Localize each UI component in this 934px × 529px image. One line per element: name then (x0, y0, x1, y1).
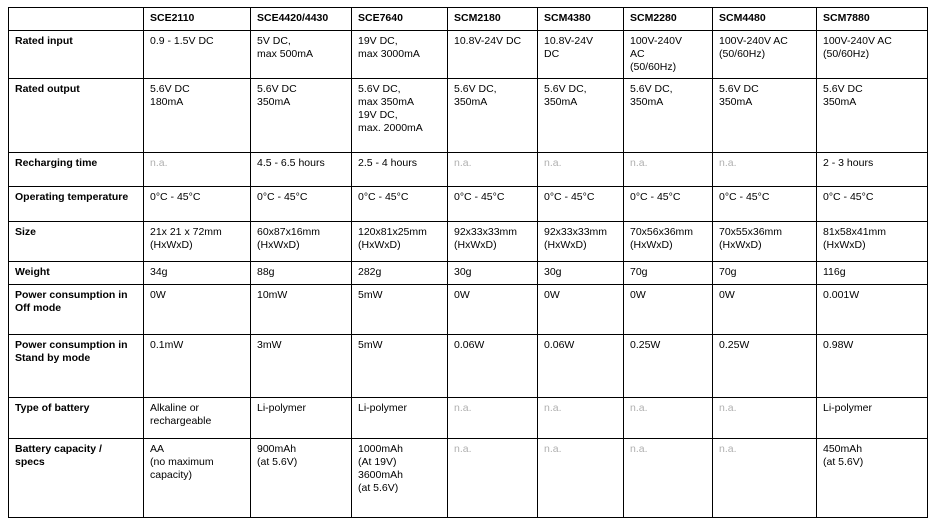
row-label: Power consumption in Stand by mode (9, 335, 144, 398)
table-cell: 5.6V DC 180mA (144, 79, 251, 153)
table-cell: 282g (352, 262, 448, 285)
table-body (9, 31, 928, 518)
table-cell: AA (no maximum capacity) (144, 439, 251, 518)
table-cell: Alkaline or rechargeable (144, 398, 251, 439)
table-cell: 70g (713, 262, 817, 285)
table-cell: 5.6V DC, 350mA (538, 79, 624, 153)
table-cell: 60x87x16mm (HxWxD) (251, 222, 352, 262)
table-cell: n.a. (538, 398, 624, 439)
table-cell: 0°C - 45°C (817, 187, 928, 222)
table-cell: n.a. (538, 439, 624, 518)
table-cell: 88g (251, 262, 352, 285)
row-label: Weight (9, 262, 144, 285)
table-cell: 0.06W (538, 335, 624, 398)
table-cell: 100V-240V AC (50/60Hz) (624, 31, 713, 79)
table-cell: 900mAh (at 5.6V) (251, 439, 352, 518)
specifications-table (8, 7, 928, 518)
header-cell-scm2280: SCM2280 (624, 8, 713, 31)
table-row-size (9, 222, 928, 262)
table-cell: 0°C - 45°C (144, 187, 251, 222)
table-row-recharging-time (9, 153, 928, 187)
table-cell: 21x 21 x 72mm (HxWxD) (144, 222, 251, 262)
table-cell: 30g (538, 262, 624, 285)
table-cell: 0°C - 45°C (624, 187, 713, 222)
table-cell: 1000mAh (At 19V) 3600mAh (at 5.6V) (352, 439, 448, 518)
table-cell: n.a. (448, 153, 538, 187)
table-cell: 0.001W (817, 285, 928, 335)
table-cell: 0W (538, 285, 624, 335)
table-cell: 92x33x33mm (HxWxD) (448, 222, 538, 262)
table-cell: 2.5 - 4 hours (352, 153, 448, 187)
table-cell: Li-polymer (251, 398, 352, 439)
table-cell: 0°C - 45°C (251, 187, 352, 222)
table-cell: n.a. (538, 153, 624, 187)
table-cell: 116g (817, 262, 928, 285)
table-cell: 10.8V-24V DC (538, 31, 624, 79)
row-label: Size (9, 222, 144, 262)
table-cell: 0°C - 45°C (538, 187, 624, 222)
table-cell: 2 - 3 hours (817, 153, 928, 187)
table-cell: n.a. (713, 398, 817, 439)
table-cell: 70x56x36mm (HxWxD) (624, 222, 713, 262)
table-cell: Li-polymer (352, 398, 448, 439)
table-cell: 100V-240V AC (50/60Hz) (817, 31, 928, 79)
row-label: Battery capacity / specs (9, 439, 144, 518)
table-cell: 0°C - 45°C (352, 187, 448, 222)
table-cell: 70x55x36mm (HxWxD) (713, 222, 817, 262)
table-cell: 450mAh (at 5.6V) (817, 439, 928, 518)
table-cell: n.a. (448, 398, 538, 439)
table-cell: n.a. (624, 153, 713, 187)
table-cell: 92x33x33mm (HxWxD) (538, 222, 624, 262)
table-cell: 5.6V DC, 350mA (448, 79, 538, 153)
row-label: Recharging time (9, 153, 144, 187)
table-cell: n.a. (713, 153, 817, 187)
table-cell: 0W (144, 285, 251, 335)
header-cell-scm4380: SCM4380 (538, 8, 624, 31)
table-cell: Li-polymer (817, 398, 928, 439)
table-cell: 120x81x25mm (HxWxD) (352, 222, 448, 262)
table-cell: n.a. (448, 439, 538, 518)
header-cell-scm4480: SCM4480 (713, 8, 817, 31)
table-cell: 5mW (352, 285, 448, 335)
table-row-rated-output (9, 79, 928, 153)
table-cell: 5V DC, max 500mA (251, 31, 352, 79)
table-cell: 0W (713, 285, 817, 335)
table-row-rated-input (9, 31, 928, 79)
table-cell: n.a. (624, 398, 713, 439)
row-label: Rated input (9, 31, 144, 79)
table-cell: 0W (624, 285, 713, 335)
table-row-power-off-mode (9, 285, 928, 335)
table-cell: 0W (448, 285, 538, 335)
row-label: Operating temperature (9, 187, 144, 222)
table-cell: 70g (624, 262, 713, 285)
table-cell: 0.9 - 1.5V DC (144, 31, 251, 79)
header-cell-corner (9, 8, 144, 31)
table-cell: 10mW (251, 285, 352, 335)
header-cell-scm2180: SCM2180 (448, 8, 538, 31)
table-cell: 0.98W (817, 335, 928, 398)
table-cell: 0.25W (624, 335, 713, 398)
header-cell-sce2110: SCE2110 (144, 8, 251, 31)
table-cell: 0.06W (448, 335, 538, 398)
table-row-operating-temperature (9, 187, 928, 222)
table-cell: n.a. (624, 439, 713, 518)
table-cell: 5.6V DC 350mA (251, 79, 352, 153)
table-cell: 0.1mW (144, 335, 251, 398)
table-cell: 34g (144, 262, 251, 285)
header-row (9, 8, 928, 31)
table-cell: 100V-240V AC (50/60Hz) (713, 31, 817, 79)
table-cell: 5.6V DC 350mA (713, 79, 817, 153)
table-cell: 30g (448, 262, 538, 285)
header-cell-sce7640: SCE7640 (352, 8, 448, 31)
table-cell: 5.6V DC 350mA (817, 79, 928, 153)
table-cell: 3mW (251, 335, 352, 398)
table-cell: 19V DC, max 3000mA (352, 31, 448, 79)
row-label: Rated output (9, 79, 144, 153)
header-cell-sce4420-4430: SCE4420/4430 (251, 8, 352, 31)
row-label: Type of battery (9, 398, 144, 439)
table-cell: n.a. (713, 439, 817, 518)
table-row-type-of-battery (9, 398, 928, 439)
table-cell: 5.6V DC, 350mA (624, 79, 713, 153)
table-row-weight (9, 262, 928, 285)
table-cell: n.a. (144, 153, 251, 187)
table-row-power-standby-mode (9, 335, 928, 398)
table-cell: 4.5 - 6.5 hours (251, 153, 352, 187)
table-row-battery-capacity (9, 439, 928, 518)
table-cell: 81x58x41mm (HxWxD) (817, 222, 928, 262)
row-label: Power consumption in Off mode (9, 285, 144, 335)
table-cell: 0°C - 45°C (713, 187, 817, 222)
table-cell: 5.6V DC, max 350mA 19V DC, max. 2000mA (352, 79, 448, 153)
table-cell: 5mW (352, 335, 448, 398)
table-cell: 0.25W (713, 335, 817, 398)
table-cell: 10.8V-24V DC (448, 31, 538, 79)
header-cell-scm7880: SCM7880 (817, 8, 928, 31)
table-cell: 0°C - 45°C (448, 187, 538, 222)
